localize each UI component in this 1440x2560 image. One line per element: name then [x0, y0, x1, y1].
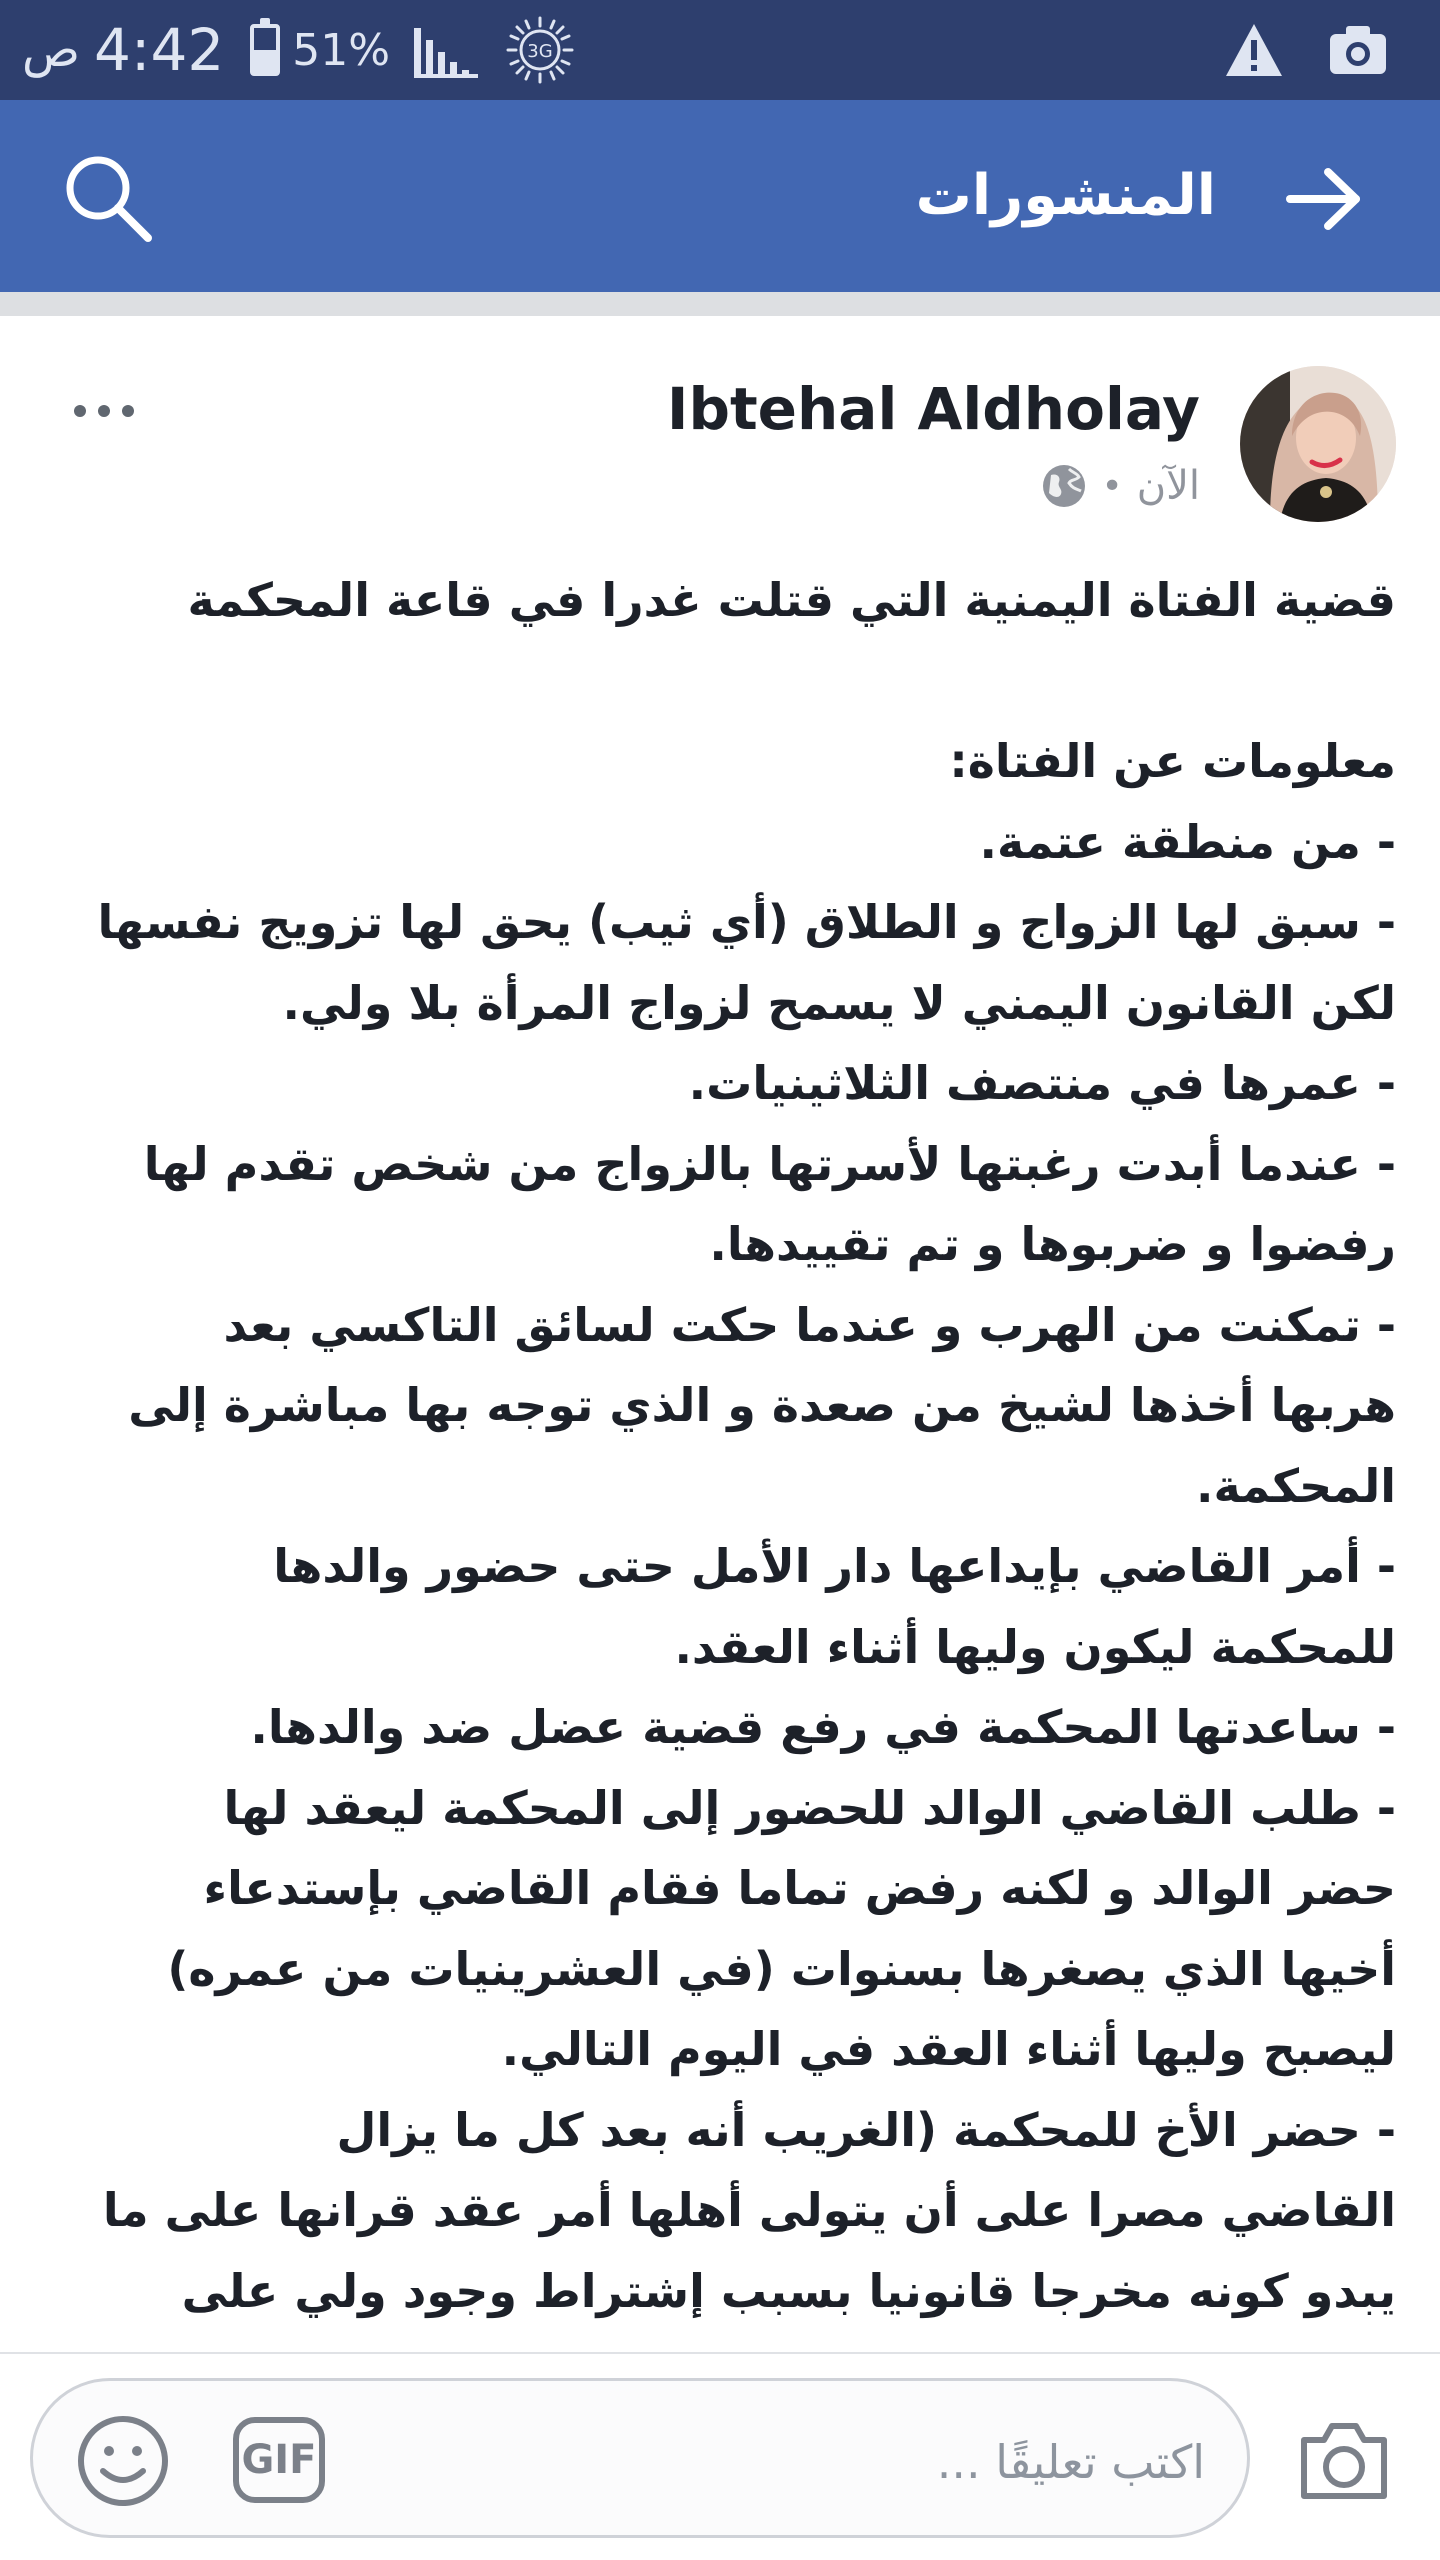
status-clock: 4:42	[94, 16, 225, 84]
comment-bar	[0, 2352, 1440, 2560]
gif-button[interactable]: GIF	[233, 2417, 325, 2503]
post-body-line: - ساعدتها المحكمة في رفع قضية عضل ضد والدها.	[250, 1700, 1396, 1754]
comment-input[interactable]	[583, 2421, 1207, 2503]
comment-box	[30, 2378, 1250, 2538]
post-body-line: رفضوا و ضربوها و تم تقييدها.	[709, 1217, 1396, 1271]
network-3g-icon	[504, 14, 576, 86]
back-arrow-icon[interactable]	[1284, 164, 1364, 234]
post-body-line: قضية الفتاة اليمنية التي قتلت غدرا في قاعة المحكمة	[187, 573, 1396, 627]
more-options-icon[interactable]	[70, 386, 150, 436]
battery-icon	[250, 24, 280, 76]
signal-icon	[414, 22, 478, 78]
status-right-group	[1224, 18, 1388, 82]
post-body	[56, 560, 1396, 2350]
post-header	[0, 316, 1440, 536]
post-body-line: المحكمة.	[1196, 1458, 1396, 1513]
post-author-name[interactable]: Ibtehal Aldholay	[666, 375, 1200, 443]
post-body-line: - عمرها في منتصف الثلاثينيات.	[688, 1056, 1396, 1110]
post-time: الآن	[1136, 463, 1200, 509]
screenshot-camera-icon	[1328, 24, 1388, 76]
feed-divider	[0, 292, 1440, 316]
app-bar	[0, 100, 1440, 292]
avatar-image	[1240, 366, 1396, 522]
camera-icon[interactable]	[1294, 2410, 1394, 2510]
post-body-line: يبدو كونه مخرجا قانونيا بسبب إشتراط وجود ولي على	[181, 2263, 1396, 2318]
status-ampm: ص	[22, 22, 81, 78]
post-body-line: القاضي مصرا على أن يتولى أهلها أمر عقد قرانها على ما	[102, 2183, 1396, 2237]
search-icon[interactable]	[58, 148, 158, 248]
post-body-line: لكن القانون اليمني لا يسمح لزواج المرأة بلا ولي.	[282, 975, 1396, 1030]
status-left-group	[22, 14, 576, 86]
post-body-line: - حضر الأخ للمحكمة (الغريب أنه بعد كل ما يزال	[336, 2102, 1396, 2157]
post-body-line: للمحكمة ليكون وليها أثناء العقد.	[674, 1619, 1396, 1674]
post-body-line: - تمكنت من الهرب و عندما حكت لسائق التاكسي بعد	[223, 1297, 1396, 1352]
globe-icon	[1041, 463, 1087, 509]
post-body-line: - من منطقة عتمة.	[979, 814, 1396, 869]
meta-separator: •	[1101, 465, 1123, 507]
network-label: 3G	[527, 41, 553, 62]
post-body-line: - أمر القاضي بإيداعها دار الأمل حتى حضور والدها	[273, 1539, 1396, 1593]
post-meta	[1041, 454, 1200, 518]
warning-icon	[1224, 22, 1284, 78]
post-body-line: هربها أخذها لشيخ من صعدة و الذي توجه بها مباشرة إلى	[128, 1378, 1396, 1432]
status-bar	[0, 0, 1440, 100]
battery-percent: 51%	[292, 24, 391, 76]
page-title: المنشورات	[915, 163, 1216, 228]
avatar[interactable]	[1240, 366, 1396, 522]
emoji-icon[interactable]	[73, 2411, 173, 2511]
post-body-line: حضر الوالد و لكنه رفض تماما فقام القاضي بإستدعاء	[203, 1861, 1396, 1915]
post-body-line: أخيها الذي يصغرها بسنوات (في العشرينيات من عمره)	[167, 1941, 1396, 1996]
post-body-line: - عندما أبدت رغبتها لأسرتها بالزواج من شخص تقدم لها	[143, 1136, 1396, 1191]
post-body-line	[56, 641, 1396, 722]
post-body-line: - طلب القاضي الوالد للحضور إلى المحكمة ليعقد لها	[223, 1780, 1396, 1835]
post-body-line: - سبق لها الزواج و الطلاق (أي ثيب) يحق لها تزويج نفسها	[97, 895, 1396, 949]
post-body-line: معلومات عن الفتاة:	[949, 734, 1396, 788]
post-body-line: ليصبح وليها أثناء العقد في اليوم التالي.	[501, 2022, 1396, 2076]
